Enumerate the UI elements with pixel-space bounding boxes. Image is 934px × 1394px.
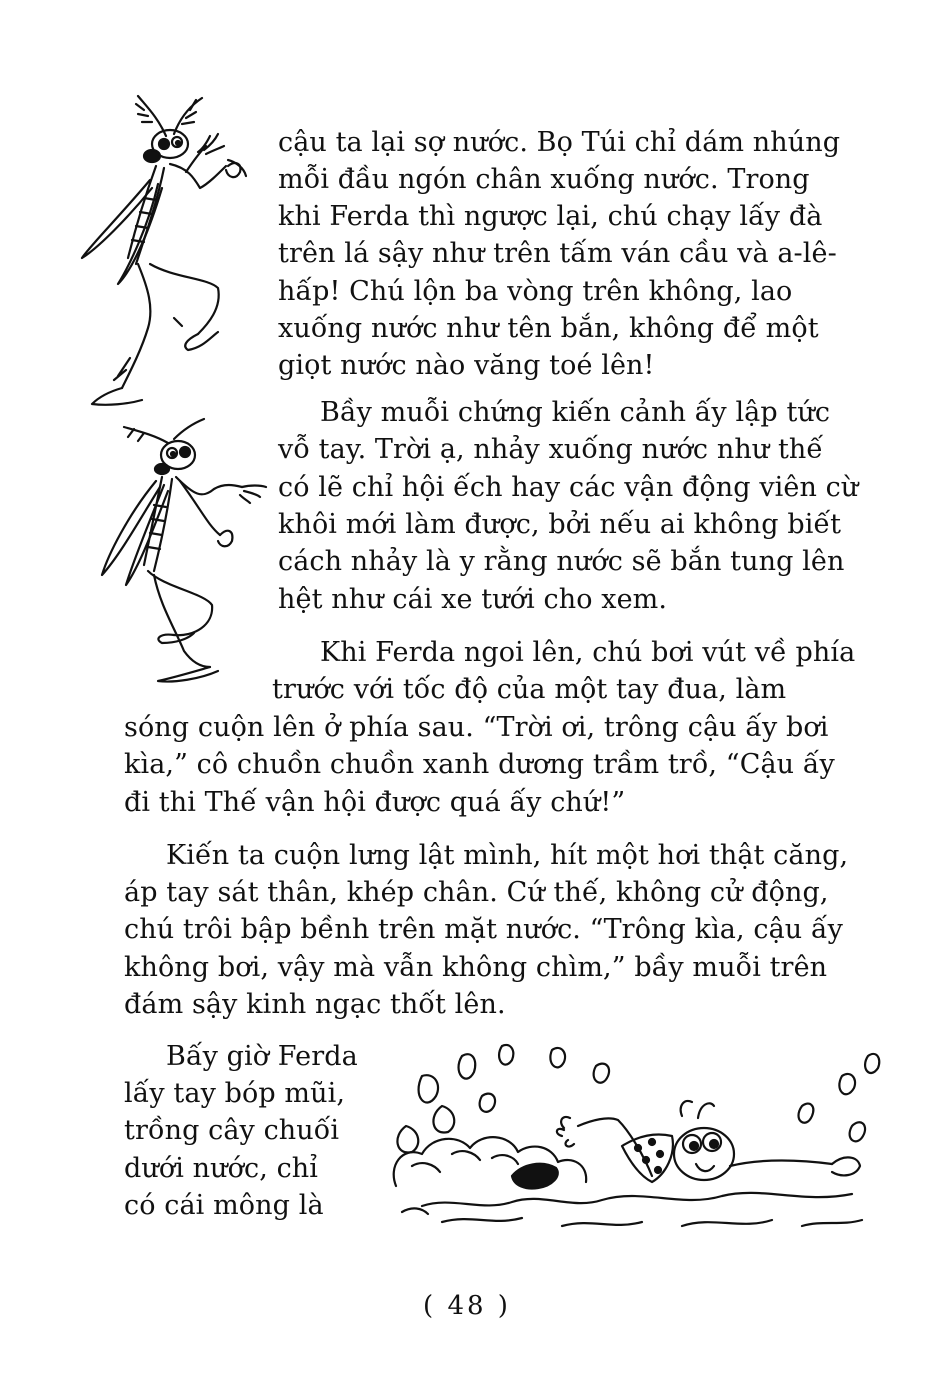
text-line: sóng cuộn lên ở phía sau. “Trời ơi, trông cậu ấy bơi: [124, 712, 829, 743]
page-number: ( 48 ): [423, 1291, 511, 1321]
text-line: giọt nước nào văng toé lên!: [278, 350, 655, 381]
text-line: khi Ferda thì ngược lại, chú chạy lấy đà: [278, 201, 823, 232]
text-line: áp tay sát thân, khép chân. Cứ thế, không cử động,: [124, 877, 829, 908]
text-line: trên lá sậy như trên tấm ván cầu và a-lê-: [278, 238, 837, 269]
text-line: có lẽ chỉ hội ếch hay các vận động viên cừ: [278, 472, 859, 503]
text-line: chú trôi bập bềnh trên mặt nước. “Trông kìa, cậu ấy: [124, 914, 843, 945]
ant-swimming-splash-illustration: [382, 1036, 894, 1236]
text-line: cậu ta lại sợ nước. Bọ Túi chỉ dám nhúng: [278, 127, 841, 158]
text-line: vỗ tay. Trời ạ, nhảy xuống nước như thế: [278, 434, 824, 465]
text-line: xuống nước như tên bắn, không để một: [278, 313, 819, 344]
text-line: đi thi Thế vận hội được quá ấy chứ!”: [124, 787, 626, 818]
text-line: lấy tay bóp mũi,: [124, 1078, 346, 1109]
text-line: hệt như cái xe tưới cho xem.: [278, 584, 668, 615]
mosquito-pointing-illustration: [84, 415, 269, 690]
text-line: trồng cây chuối: [124, 1115, 340, 1146]
text-line: hấp! Chú lộn ba vòng trên không, lao: [278, 276, 793, 307]
text-line: dưới nước, chỉ: [124, 1153, 319, 1184]
text-line: khôi mới làm được, bởi nếu ai không biết: [278, 509, 842, 540]
text-line: Bầy muỗi chứng kiến cảnh ấy lập tức: [320, 397, 831, 428]
text-line: Kiến ta cuộn lưng lật mình, hít một hơi thật căng,: [166, 840, 849, 871]
text-line: không bơi, vậy mà vẫn không chìm,” bầy muỗi trên: [124, 952, 828, 983]
mosquito-standing-illustration: [78, 88, 278, 418]
text-line: có cái mông là: [124, 1190, 324, 1221]
text-line: kìa,” cô chuồn chuồn xanh dương trầm trồ, “Cậu ấy: [124, 749, 835, 780]
text-line: đám sậy kinh ngạc thốt lên.: [124, 989, 506, 1020]
text-line: trước với tốc độ của một tay đua, làm: [272, 674, 787, 705]
text-line: Khi Ferda ngoi lên, chú bơi vút về phía: [320, 637, 856, 668]
text-line: Bấy giờ Ferda: [166, 1041, 358, 1072]
text-line: mỗi đầu ngón chân xuống nước. Trong: [278, 164, 810, 195]
text-line: cách nhảy là y rằng nước sẽ bắn tung lên: [278, 546, 845, 577]
